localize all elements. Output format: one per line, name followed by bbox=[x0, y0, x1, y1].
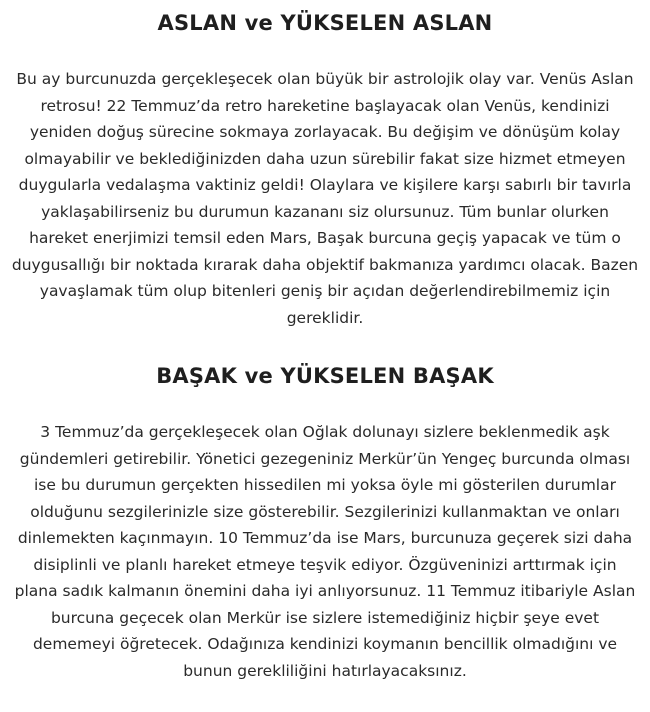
aslan-section-title: ASLAN ve YÜKSELEN ASLAN bbox=[157, 11, 493, 35]
aslan-section-text: Bu ay burcunuzda gerçekleşecek olan büyük bir astrolojik olay var. Venüs Aslan retrosu! 22 Temmuz’da retro hareketine başlayacak olan Venüs, kendinizi yeniden doğuş sürecine sokmaya zorlayacak. Bu değişim ve dönüşüm kolay olmayabilir ve beklediğinizden daha uzun sürebilir fakat size hizmet etmeyen duygularla vedalaşma vaktiniz geldi! Olaylara ve kişilere karşı sabırlı bir tavırla yaklaşabilirseniz bu durumun kazananı siz olursunuz. Tüm bunlar olurken hareket enerjimizi temsil eden Mars, Başak burcuna geçiş yapacak ve tüm o duygusallığı bir noktada kırarak daha objektif bakmanıza yardımcı olacak. Bazen yavaşlamak tüm olup bitenleri geniş bir açıdan değerlendirebilmemiz için gereklidir. bbox=[11, 70, 639, 327]
basak-section-text: 3 Temmuz’da gerçekleşecek olan Oğlak dolunayı sizlere beklenmedik aşk gündemleri getirebilir. Yönetici gezegeniniz Merkür’ün Yengeç burcunda olması ise bu durumun gerçekten hissedilen mi yoksa öyle mi gösterilen durumlar olduğunu sezgilerinizle size gösterebilir. Sezgilerinizi kullanmaktan ve onları dinlemekten kaçınmayın. 10 Temmuz’da ise Mars, burcunuza geçerek sizi daha disiplinli ve planlı hareket etmeye teşvik ediyor. Özgüveninizi arttırmak için plana sadık kalmanın önemini daha iyi anlıyorsunuz. 11 Temmuz itibariyle Aslan burcuna geçecek olan Merkür ise sizlere istemediğiniz hiçbir şeye evet dememeyi öğretecek. Odağınıza kendinizi koymanın bencillik olmadığını ve bunun gerekliliğini hatırlayacaksınız. bbox=[14, 423, 636, 680]
basak-section-title: BAŞAK ve YÜKSELEN BAŞAK bbox=[156, 364, 494, 388]
